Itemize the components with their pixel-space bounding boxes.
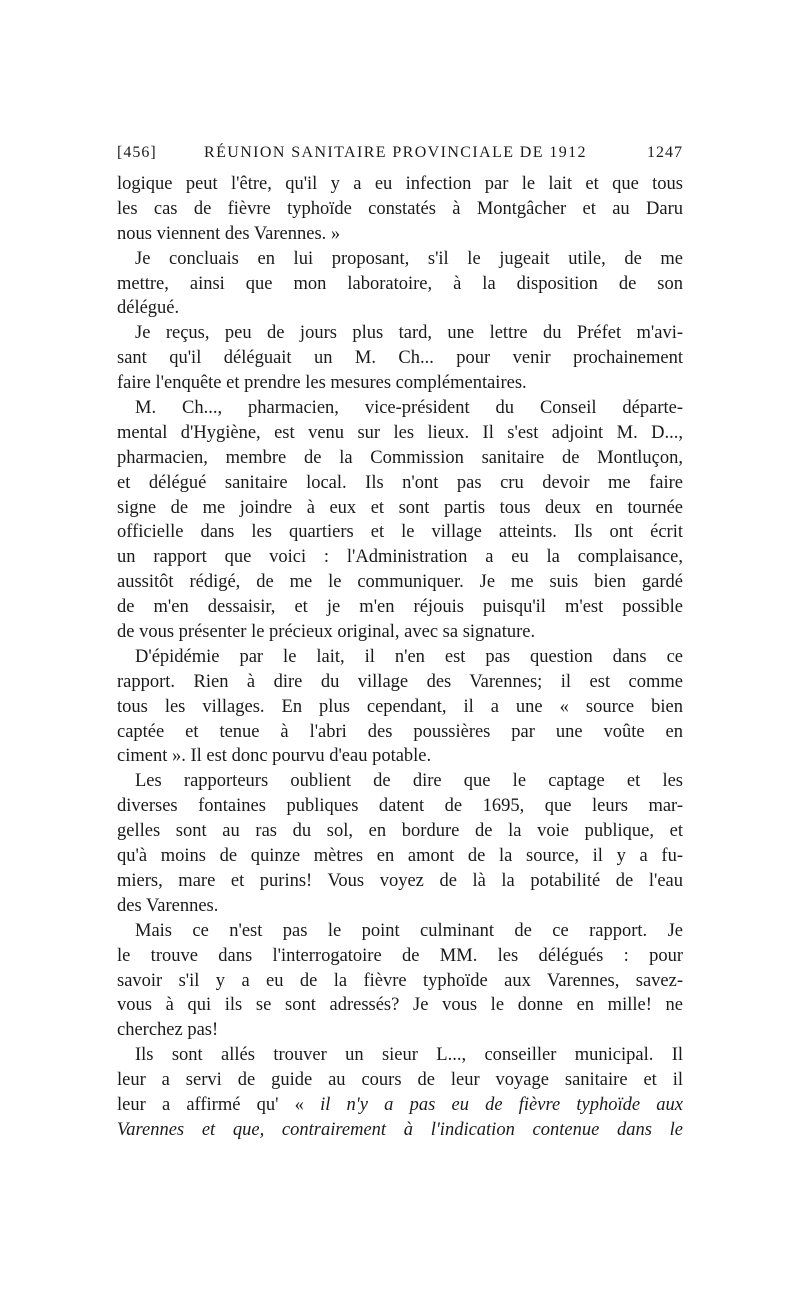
text-line: officielle dans les quartiers et le village atteints. Ils ont écrit — [117, 522, 683, 543]
text-line: des Varennes. — [117, 895, 219, 916]
text-line: Les rapporteurs oublient de dire que le captage et les — [135, 771, 683, 792]
text-line: Je reçus, peu de jours plus tard, une lettre du Préfet m'avi- — [135, 323, 683, 344]
text-line: M. Ch..., pharmacien, vice-président du Conseil départe- — [135, 398, 683, 419]
text-line: les cas de fièvre typhoïde constatés à Montgâcher et au Daru — [117, 198, 683, 219]
text-line: rapport. Rien à dire du village des Varennes; il est comme — [117, 671, 683, 692]
text-line-plain-part: leur a affirmé qu' « — [117, 1094, 321, 1115]
text-line: D'épidémie par le lait, il n'en est pas question dans ce — [135, 646, 683, 667]
text-line: Mais ce n'est pas le point culminant de ce rapport. Je — [135, 920, 683, 941]
text-line: leur a servi de guide au cours de leur voyage sanitaire et il — [117, 1070, 683, 1091]
text-line: de vous présenter le précieux original, avec sa signature. — [117, 622, 536, 643]
text-line: Je concluais en lui proposant, s'il le jugeait utile, de me — [135, 248, 683, 269]
text-line: diverses fontaines publiques datent de 1695, que leurs mar- — [117, 796, 683, 817]
text-line: signe de me joindre à eux et sont partis tous deux en tournée — [117, 497, 683, 518]
text-line: logique peut l'être, qu'il y a eu infection par le lait et que tous — [117, 174, 683, 194]
text-line: miers, mare et purins! Vous voyez de là la potabilité de l'eau — [117, 870, 683, 891]
text-line: aussitôt rédigé, de me le communiquer. Je me suis bien gardé — [117, 572, 683, 593]
text-line: délégué. — [117, 298, 180, 319]
text-line-italic: Varennes et que, contrairement à l'indication contenue dans le — [117, 1119, 683, 1140]
text-line: mettre, ainsi que mon laboratoire, à la disposition de son — [117, 273, 683, 294]
text-line: ciment ». Il est donc pourvu d'eau potable. — [117, 746, 432, 767]
text-line: le trouve dans l'interrogatoire de MM. les délégués : pour — [117, 945, 683, 966]
page-bracket-number: [456] — [117, 144, 157, 161]
text-line-italic-part: il n'y a pas eu de fièvre typhoïde aux — [320, 1094, 683, 1115]
text-line: qu'à moins de quinze mètres en amont de la source, il y a fu- — [117, 846, 683, 867]
text-line: vous à qui ils se sont adressés? Je vous le donne en mille! ne — [117, 995, 683, 1016]
text-line: un rapport que voici : l'Administration a eu la complaisance, — [117, 547, 683, 568]
text-line: faire l'enquête et prendre les mesures complémentaires. — [117, 373, 527, 394]
text-line: pharmacien, membre de la Commission sanitaire de Montluçon, — [117, 447, 683, 468]
text-line: gelles sont au ras du sol, en bordure de la voie publique, et — [117, 821, 683, 842]
text-line: de m'en dessaisir, et je m'en réjouis puisqu'il m'est possible — [117, 597, 683, 618]
text-line: savoir s'il y a eu de la fièvre typhoïde aux Varennes, savez- — [117, 970, 683, 991]
text-line: Ils sont allés trouver un sieur L..., conseiller municipal. Il — [135, 1045, 683, 1066]
text-line: captée et tenue à l'abri des poussières par une voûte en — [117, 721, 683, 742]
running-title: RÉUNION SANITAIRE PROVINCIALE DE 1912 — [204, 144, 587, 161]
text-line: cherchez pas! — [117, 1020, 219, 1041]
page-number: 1247 — [647, 144, 683, 161]
text-line: et délégué sanitaire local. Ils n'ont pas cru devoir me faire — [117, 472, 683, 493]
text-line: nous viennent des Varennes. » — [117, 223, 341, 244]
text-line: sant qu'il déléguait un M. Ch... pour venir prochainement — [117, 348, 683, 369]
text-line: tous les villages. En plus cependant, il a une « source bien — [117, 696, 683, 717]
text-line: mental d'Hygiène, est venu sur les lieux. Il s'est adjoint M. D..., — [117, 422, 683, 443]
body-text — [117, 172, 683, 1143]
text-line-mixed — [117, 1093, 683, 1118]
